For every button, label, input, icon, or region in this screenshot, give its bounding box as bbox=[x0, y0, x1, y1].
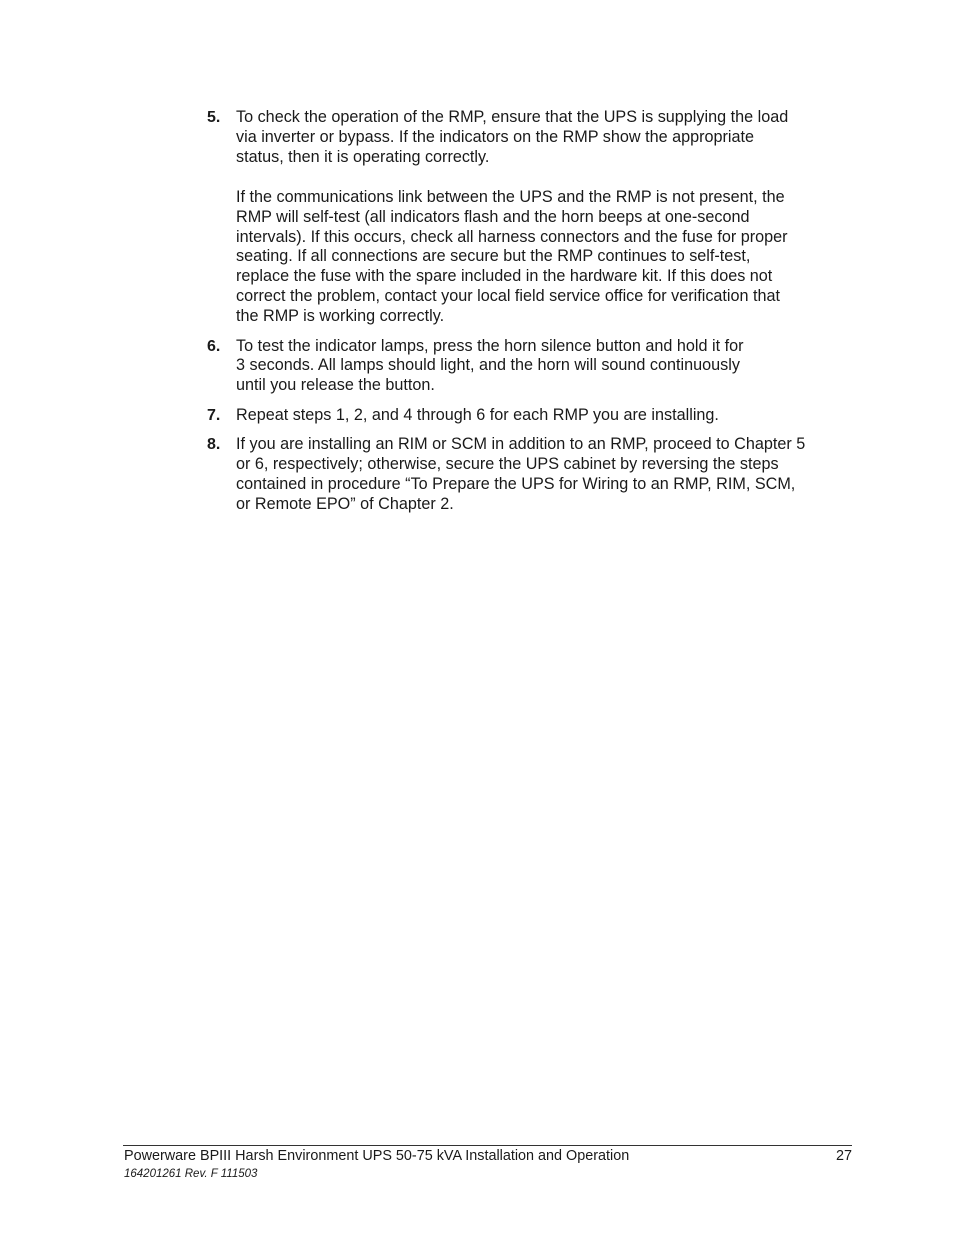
step-item bbox=[207, 406, 847, 426]
step-paragraph bbox=[236, 337, 847, 397]
text-line: If you are installing an RIM or SCM in addition to an RMP, proceed to Chapter 5 bbox=[236, 435, 806, 454]
step-paragraph bbox=[236, 406, 847, 426]
text-line: Repeat steps 1, 2, and 4 through 6 for each RMP you are installing. bbox=[236, 405, 719, 424]
step-body bbox=[236, 337, 847, 397]
text-line: intervals). If this occurs, check all harness connectors and the fuse for proper bbox=[236, 227, 788, 246]
text-line: the RMP is working correctly. bbox=[236, 307, 445, 326]
step-number: 7. bbox=[207, 406, 221, 424]
step-item bbox=[207, 435, 847, 515]
step-number: 5. bbox=[207, 109, 221, 126]
footer-rule bbox=[123, 1145, 852, 1146]
text-line: or Remote EPO” of Chapter 2. bbox=[236, 495, 454, 513]
text-line: To check the operation of the RMP, ensure that the UPS is supplying the load bbox=[236, 108, 789, 126]
page-number: 27 bbox=[835, 1148, 852, 1164]
text-line: To test the indicator lamps, press the horn silence button and hold it for bbox=[236, 336, 744, 355]
text-line: status, then it is operating correctly. bbox=[236, 147, 490, 166]
step-paragraph bbox=[236, 188, 847, 327]
step-number: 6. bbox=[207, 337, 221, 355]
step-item bbox=[207, 337, 847, 397]
procedure-steps bbox=[207, 108, 847, 515]
text-line: or 6, respectively; otherwise, secure the UPS cabinet by reversing the steps bbox=[236, 455, 779, 474]
step-item bbox=[207, 108, 847, 327]
step-body bbox=[236, 108, 847, 327]
text-line: seating. If all connections are secure but the RMP continues to self-test, bbox=[236, 247, 751, 266]
text-line: RMP will self-test (all indicators flash and the horn beeps at one-second bbox=[236, 207, 750, 226]
text-line: contained in procedure “To Prepare the UPS for Wiring to an RMP, RIM, SCM, bbox=[236, 475, 796, 494]
text-line: until you release the button. bbox=[236, 376, 435, 395]
step-number: 8. bbox=[207, 436, 221, 454]
step-body bbox=[236, 435, 847, 515]
text-line: via inverter or bypass. If the indicators on the RMP show the appropriate bbox=[236, 127, 754, 146]
step-body bbox=[236, 406, 847, 426]
footer-title: Powerware BPIII Harsh Environment UPS 50-75 kVA Installation and Operation bbox=[124, 1148, 630, 1164]
text-line: replace the fuse with the spare included in the hardware kit. If this does not bbox=[236, 267, 773, 286]
step-paragraph bbox=[236, 108, 847, 168]
text-line: correct the problem, contact your local field service office for verification that bbox=[236, 287, 781, 306]
footer-revision: 164201261 Rev. F 111503 bbox=[124, 1168, 258, 1180]
step-paragraph bbox=[236, 435, 847, 515]
text-line: 3 seconds. All lamps should light, and the horn will sound continuously bbox=[236, 356, 740, 375]
text-line: If the communications link between the UPS and the RMP is not present, the bbox=[236, 187, 785, 206]
